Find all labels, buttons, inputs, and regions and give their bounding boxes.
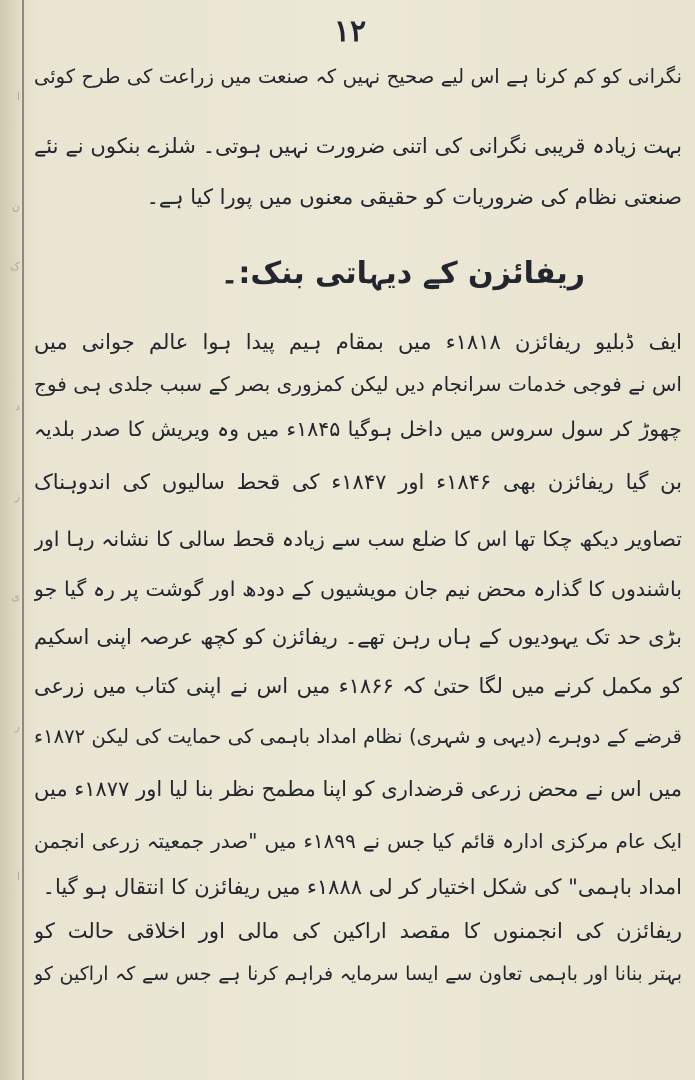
margin-note: د — [15, 400, 20, 413]
text-line: قرضے کے دوہرے (دیہی و شہری) نظام امداد باہمی کی حمایت کی لیکن ۱۸۷۲ء — [34, 725, 682, 748]
margin-note: ز — [14, 490, 20, 503]
text-line: بہتر بنانا اور باہمی تعاون سے ایسا سرمایہ فراہم کرنا ہے جس سے کہ اراکین کو — [34, 963, 682, 985]
text-line: اس نے فوجی خدمات سرانجام دیں لیکن کمزوری بصر کے سبب جلدی ہی فوج — [34, 372, 682, 396]
text-line: بن گیا ریفائزن بھی ۱۸۴۶ء اور ۱۸۴۷ء کی قحط سالیوں کی اندوہناک — [34, 470, 682, 494]
text-line: بہت زیادہ قریبی نگرانی کی اتنی ضرورت نہیں ہوتی۔ شلزے بنکوں نے نئے — [34, 134, 682, 158]
text-line: صنعتی نظام کی ضروریات کو حقیقی معنوں میں پورا کیا ہے۔ — [146, 185, 682, 209]
text-line: باشندوں کا گذارہ محض نیم جان مویشیوں کے دودھ اور گوشت پر رہ گیا جو — [34, 577, 682, 601]
page-number: ۱۲ — [333, 14, 367, 49]
gutter-rule — [22, 0, 24, 1080]
margin-note: ا — [16, 870, 20, 883]
text-line: کو مکمل کرنے میں لگا حتیٰ کہ ۱۸۶۶ء میں اس نے اپنی کتاب میں زرعی — [34, 674, 682, 698]
text-line: ریفائزن کی انجمنوں کا مقصد اراکین کی مالی اور اخلاقی حالت کو — [34, 919, 682, 943]
margin-notes — [0, 70, 22, 970]
margin-note: ن — [11, 200, 20, 213]
text-line: بڑی حد تک یہودیوں کے ہاں رہن تھے۔ ریفائزن کو کچھ عرصہ اپنی اسکیم — [34, 625, 682, 649]
text-line: میں اس نے محض زرعی قرضداری کو اپنا مطمح نظر بنا لیا اور ۱۸۷۷ء میں — [34, 777, 682, 801]
section-heading: ریفائزن کے دیہاتی بنک:۔ — [220, 256, 585, 291]
text-line: ایک عام مرکزی ادارہ قائم کیا جس نے ۱۸۹۹ء میں "صدر جمعیتہ زرعی انجمن — [34, 829, 682, 853]
text-line: امداد باہمی" کی شکل اختیار کر لی ۱۸۸۸ء میں ریفائزن کا انتقال ہو گیا۔ — [42, 875, 682, 899]
text-line: نگرانی کو کم کرنا ہے اس لیے صحیح نہیں کہ صنعت میں زراعت کی طرح کوئی — [34, 65, 682, 88]
margin-note: ا — [16, 90, 20, 103]
text-line: تصاویر دیکھ چکا تھا اس کا ضلع سب سے زیادہ قحط سالی کا نشانہ رہا اور — [34, 527, 682, 551]
margin-note: ک — [10, 260, 20, 273]
margin-note: ر — [14, 720, 20, 733]
text-line: ایف ڈبلیو ریفائزن ۱۸۱۸ء میں بمقام ہیم پیدا ہوا عالم جوانی میں — [34, 330, 682, 354]
margin-note: ی — [11, 590, 20, 603]
text-line: چھوڑ کر سول سروس میں داخل ہوگیا ۱۸۴۵ء میں وہ ویریش کا صدر بلدیہ — [34, 417, 682, 441]
